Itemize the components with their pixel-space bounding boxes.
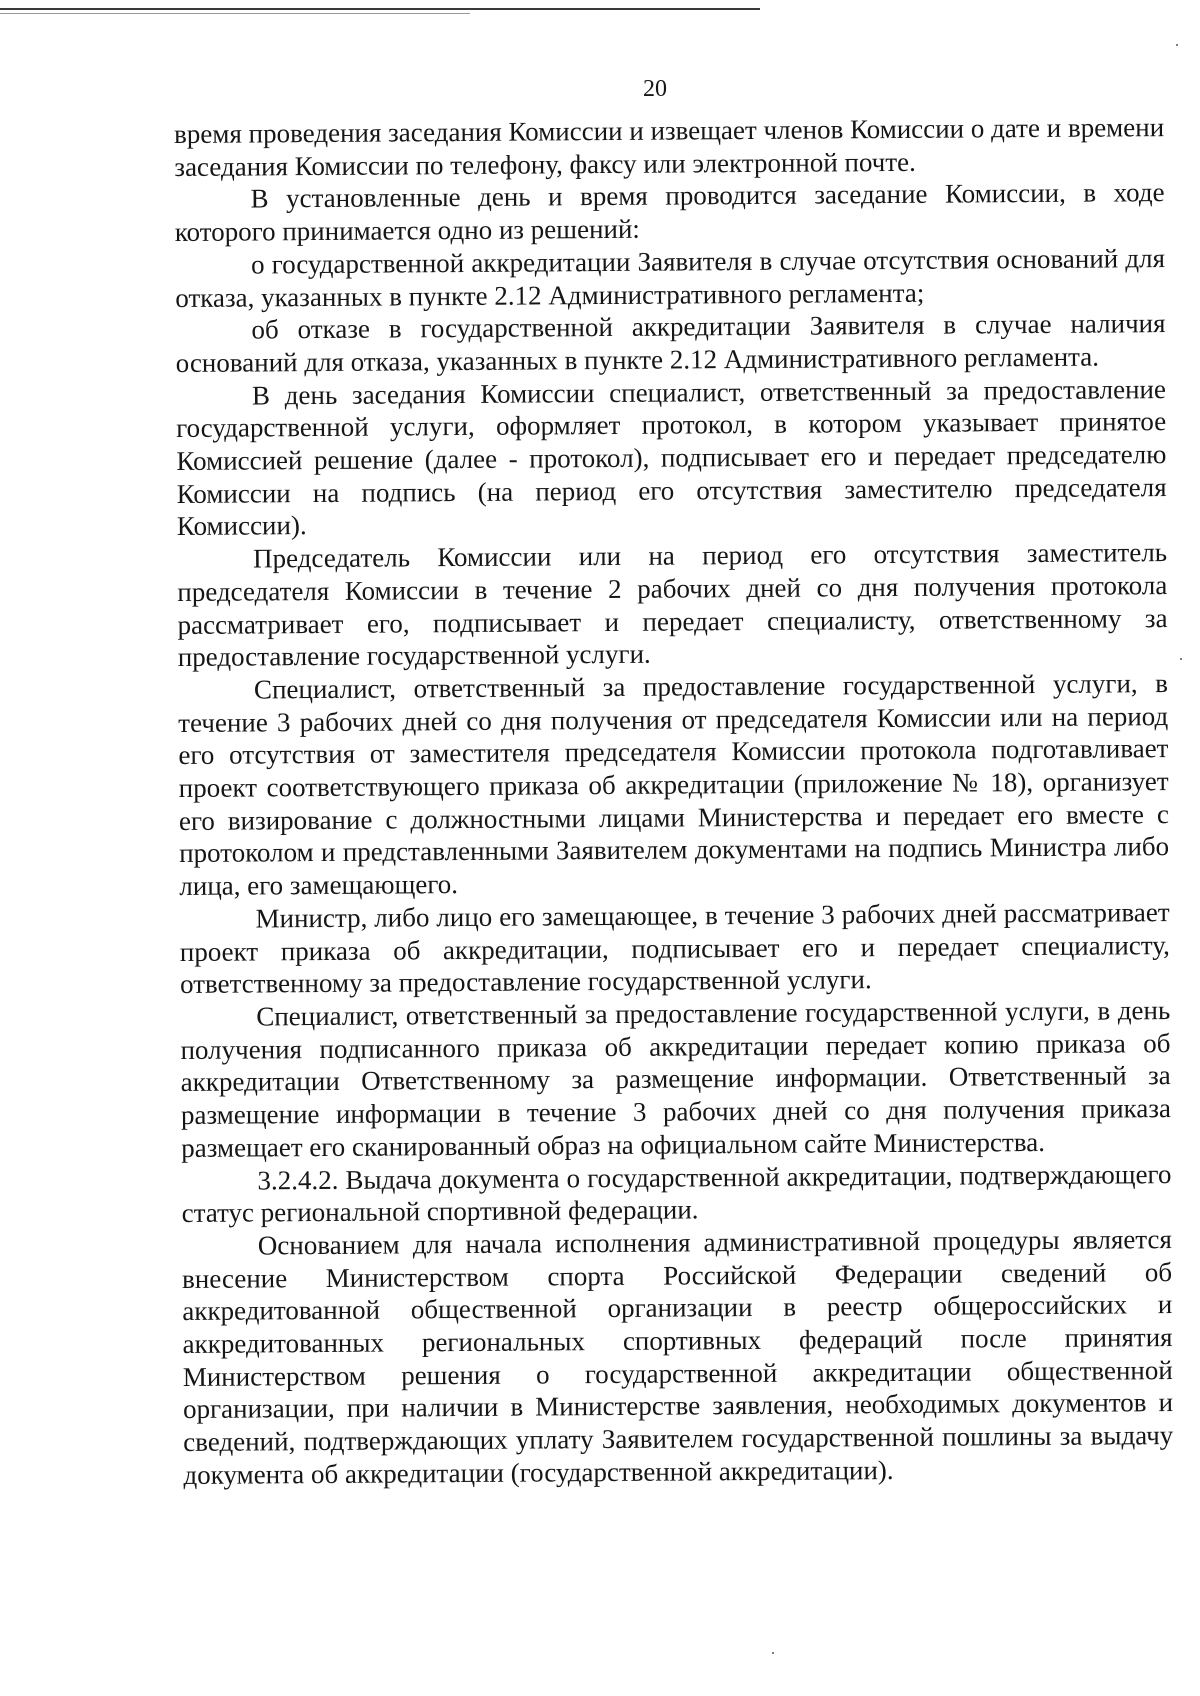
paragraph: В установленные день и время проводится заседание Комиссии, в ходе которого принимается одно из решений: <box>174 177 1165 248</box>
paragraph: Специалист, ответственный за предоставление государственной услуги, в день получения подписанного приказа об аккредитации передает копию приказа об аккредитации Ответственному за размещение информации. Ответственный за размещение информации в течение 3 рабочих дней со дня получения приказа размещает его сканированный образ на официальном сайте Министерства. <box>180 995 1172 1163</box>
scan-edge-line <box>0 8 760 10</box>
page-number: 20 <box>643 76 667 102</box>
scan-edge-line <box>0 13 470 14</box>
paragraph: время проведения заседания Комиссии и извещает членов Комиссии о дате и времени заседания Комиссии по телефону, факсу или электронной почте. <box>174 112 1165 182</box>
scan-speck <box>1176 44 1178 46</box>
paragraph: Основанием для начала исполнения административной процедуры является внесение Министерством спорта Российской Федерации сведений об аккредитованной общественной организации в реестр общероссийских и аккредитованных региональных спортивных федераций после принятия Министерством решения о государственной аккредитации общественной организации, при наличии в Министерстве заявления, необходимых документов и сведений, подтверждающих уплату Заявителем государственной пошлины за выдачу документа об аккредитации (государственной аккредитации). <box>181 1223 1174 1490</box>
paragraph: о государственной аккредитации Заявителя в случае отсутствия оснований для отказа, указанных в пункте 2.12 Административного регламента; <box>175 242 1166 313</box>
paragraph: Специалист, ответственный за предоставление государственной услуги, в течение 3 рабочих дней со дня получения от председателя Комиссии или на период его отсутствия от заместителя председателя Комиссии протокола подготавливает проект соответствующего приказа об аккредитации (приложение № 18), организует его визирование с должностными лицами Министерства и передает его вместе с протоколом и представленными Заявителем документами на подпись Министра либо лица, его замещающего. <box>178 668 1170 902</box>
scan-speck <box>1180 658 1182 660</box>
paragraph: В день заседания Комиссии специалист, ответственный за предоставление государственной услуги, оформляет протокол, в котором указывает принятое Комиссией решение (далее - протокол), подписывает его и передает председателю Комиссии на подпись (на период его отсутствия заместителю председателя Комиссии). <box>176 373 1167 542</box>
section-heading: 3.2.4.2. Выдача документа о государственной аккредитации, подтверждающего статус региональной спортивной федерации. <box>181 1158 1172 1229</box>
paragraph: Председатель Комиссии или на период его отсутствия заместитель председателя Комиссии в течение 2 рабочих дней со дня получения протокола рассматривает его, подписывает и передает специалисту, ответственному за предоставление государственной услуги. <box>177 537 1168 673</box>
paragraph: Министр, либо лицо его замещающее, в течение 3 рабочих дней рассматривает проект приказа об аккредитации, подписывает его и передает специалисту, ответственному за предоставление государственной услуги. <box>179 896 1170 1000</box>
paragraph: об отказе в государственной аккредитации Заявителя в случае наличия оснований для отказа, указанных в пункте 2.12 Административного регламента. <box>175 308 1166 378</box>
document-body <box>174 111 1174 1491</box>
scan-speck <box>772 1652 774 1654</box>
